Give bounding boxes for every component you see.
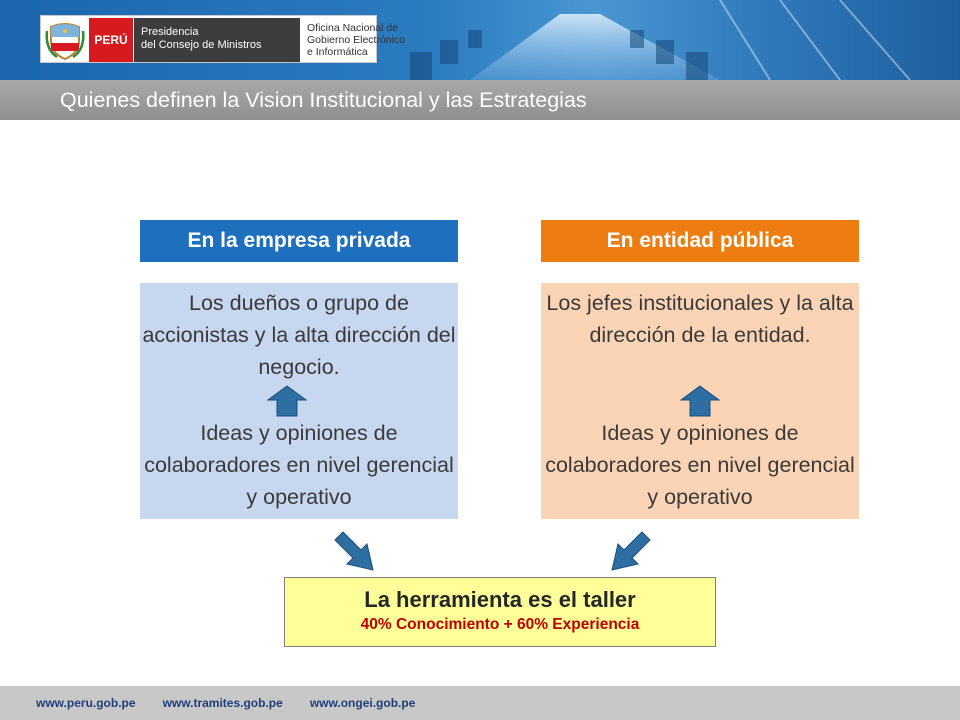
arrow-down-left-icon — [608, 530, 652, 574]
private-sector-heading: En la empresa privada — [140, 220, 458, 262]
arrow-down-right-icon — [333, 530, 377, 574]
header-banner — [0, 0, 960, 80]
ongei-line-2: Gobierno Electrónico — [307, 34, 406, 46]
ongei-line-3: e Informática — [307, 46, 368, 58]
peru-coat-of-arms-icon — [45, 19, 85, 61]
footer-link-tramites[interactable]: www.tramites.gob.pe — [162, 696, 283, 710]
private-contributors: Ideas y opiniones de colaboradores en nivel gerencial y operativo — [144, 421, 454, 509]
pcm-line-1: Presidencia — [141, 26, 199, 38]
public-sector-heading: En entidad pública — [541, 220, 859, 262]
pcm-label — [134, 18, 300, 62]
tool-title: La herramienta es el taller — [364, 587, 636, 612]
private-decision-makers: Los dueños o grupo de accionistas y la alta dirección del negocio. — [142, 291, 456, 379]
ongei-line-1: Oficina Nacional de — [307, 22, 399, 34]
up-arrow-icon — [680, 385, 720, 417]
public-contributors: Ideas y opiniones de colaboradores en nivel gerencial y operativo — [545, 421, 855, 509]
pcm-line-2: del Consejo de Ministros — [141, 39, 262, 51]
page-title: Quienes definen la Vision Institucional y las Estrategias — [60, 88, 587, 112]
public-decision-makers: Los jefes institucionales y la alta dirección de la entidad. — [546, 291, 854, 347]
ongei-label — [304, 18, 406, 62]
tool-subtitle: 40% Conocimiento + 60% Experiencia — [360, 616, 640, 633]
government-logo[interactable] — [40, 15, 406, 63]
up-arrow-icon — [267, 385, 307, 417]
footer-link-ongei[interactable]: www.ongei.gob.pe — [309, 696, 416, 710]
footer-links — [36, 696, 415, 710]
peru-label: PERÚ — [89, 18, 133, 62]
footer-link-peru[interactable]: www.peru.gob.pe — [36, 696, 136, 710]
title-bar — [0, 80, 960, 120]
workshop-tool-box — [284, 577, 716, 647]
footer — [0, 686, 960, 720]
